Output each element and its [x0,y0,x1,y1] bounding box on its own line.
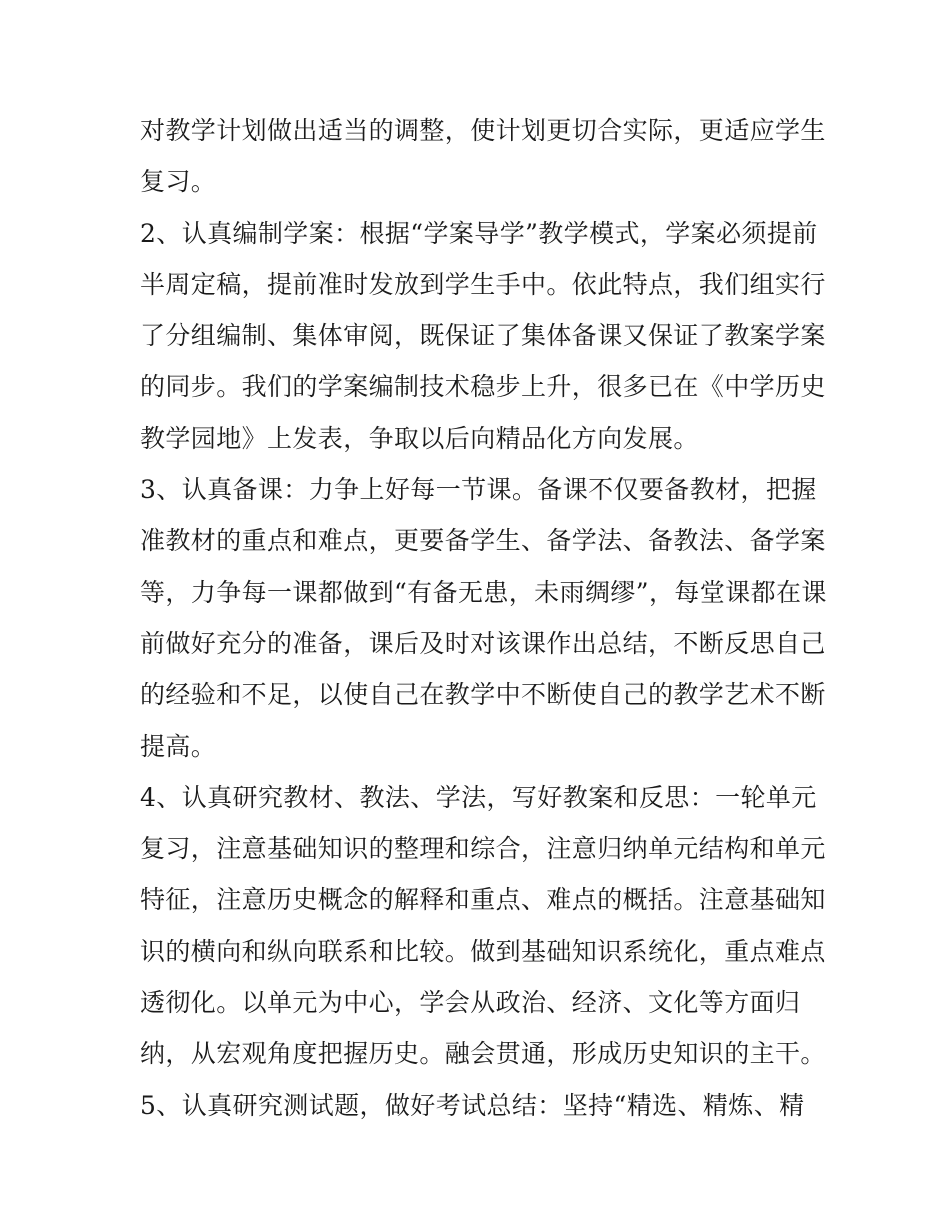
text-line-10: 等，力争每一课都做到“有备无患，未雨绸缪”，每堂课都在课 [140,577,827,607]
text-line-4: 半周定稿，提前准时发放到学生手中。依此特点，我们组实行 [140,269,826,299]
text-line-16: 特征，注意历史概念的解释和重点、难点的概括。注意基础知 [140,885,826,915]
text-line-9: 准教材的重点和难点，更要备学生、备学法、备教法、备学案 [140,526,826,556]
text-line-6: 的同步。我们的学案编制技术稳步上升，很多已在《中学历史 [140,372,826,402]
text-line-15: 复习，注意基础知识的整理和综合，注意归纳单元结构和单元 [140,834,826,864]
text-line-12: 的经验和不足，以使自己在教学中不断使自己的教学艺术不断 [140,680,826,710]
document-body [140,105,827,1131]
text-line-11: 前做好充分的准备，课后及时对该课作出总结，不断反思自己 [140,628,826,658]
text-line-7: 教学园地》上发表，争取以后向精品化方向发展。 [140,423,699,453]
text-line-17: 识的横向和纵向联系和比较。做到基础知识系统化，重点难点 [140,936,826,966]
text-line-14: 4、认真研究教材、教法、学法，写好教案和反思：一轮单元 [140,782,817,812]
text-line-2: 复习。 [140,167,217,197]
text-line-5: 了分组编制、集体审阅，既保证了集体备课又保证了教案学案 [140,321,826,351]
text-line-20: 5、认真研究测试题，做好考试总结：坚持“精选、精炼、精 [140,1090,805,1120]
text-line-13: 提高。 [140,731,217,761]
text-line-3: 2、认真编制学案：根据“学案导学”教学模式，学案必须提前 [140,218,818,248]
text-line-8: 3、认真备课：力争上好每一节课。备课不仅要备教材，把握 [140,475,817,505]
text-line-19: 纳，从宏观角度把握历史。融会贯通，形成历史知识的主干。 [140,1039,826,1069]
text-line-1: 对教学计划做出适当的调整，使计划更切合实际，更适应学生 [140,116,826,145]
text-line-18: 透彻化。以单元为中心，学会从政治、经济、文化等方面归 [140,988,801,1018]
